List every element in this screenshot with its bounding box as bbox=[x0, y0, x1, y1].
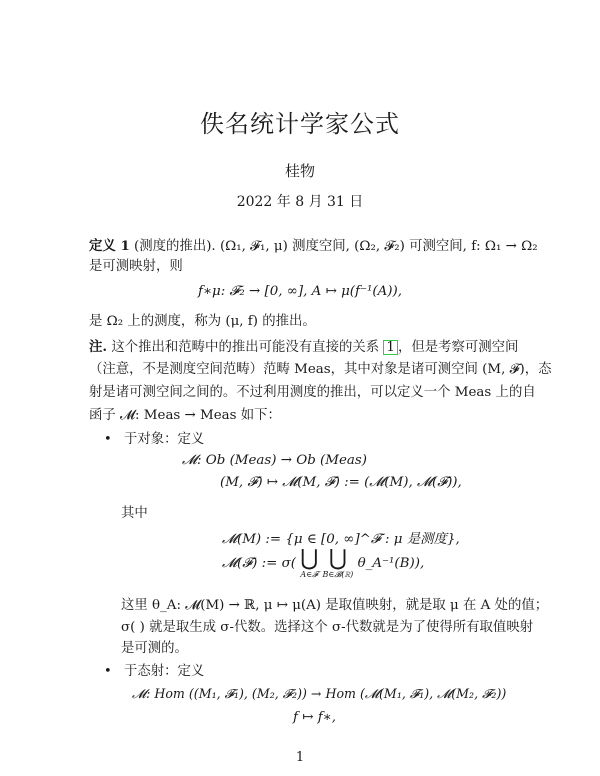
bullet1-paragraph-3: 是可测的。 bbox=[121, 641, 188, 656]
definition-line-1 bbox=[89, 236, 538, 257]
bullet-marker: • bbox=[104, 664, 112, 679]
remark-label: 注. bbox=[89, 339, 108, 355]
document-title: 佚名统计学家公式 bbox=[200, 110, 400, 138]
definition-line-3: 是 Ω₂ 上的测度，称为 (μ, f) 的推出。 bbox=[89, 314, 316, 329]
bullet1-paragraph-2: σ( ) 就是取生成 σ-代数。选择这个 σ-代数就是为了使得所有取值映射 bbox=[121, 620, 534, 635]
union-symbol-2: ⋃ bbox=[328, 546, 347, 571]
union-over-b bbox=[323, 548, 354, 579]
sigma-eq-right: θ_A⁻¹(B)), bbox=[357, 556, 425, 571]
bullet-morphisms bbox=[104, 662, 204, 682]
bullet-objects bbox=[104, 430, 204, 450]
citation-link[interactable]: 1 bbox=[383, 340, 398, 355]
remark-text-a: 这个推出和范畴中的推出可能没有直接的关系 bbox=[111, 340, 380, 355]
functor-objects-eq-1: 𝓜: Ob (Meas) → Ob (Meas) bbox=[182, 453, 367, 468]
document-author: 桂物 bbox=[284, 162, 315, 180]
definition-text: (测度的推出). (Ω₁, 𝓕₁, μ) 测度空间, (Ω₂, 𝓕₂) 可测空间, f: Ω₁ → Ω₂ bbox=[134, 239, 538, 254]
functor-objects-eq-2: (M, 𝓕) ↦ 𝓜(M, 𝓕) := (𝓜(M), 𝓜(𝓕)), bbox=[220, 475, 462, 490]
definition-label: 定义 1 bbox=[89, 238, 130, 254]
bullet-marker: • bbox=[104, 432, 112, 447]
functor-morphisms-eq-1: 𝓜: Hom ((M₁, 𝓕₁), (M₂, 𝓕₂)) → Hom (𝓜(M₁, 𝓕₁), 𝓜(M₂, 𝓕₂)) bbox=[132, 686, 507, 701]
definition-line-2: 是可测映射，则 bbox=[89, 259, 183, 274]
union-symbol-1: ⋃ bbox=[300, 546, 319, 571]
remark-text-b: ，但是考察可测空间 bbox=[397, 340, 519, 355]
page-number: 1 bbox=[295, 750, 305, 765]
remark-line-1 bbox=[89, 337, 518, 358]
functor-morphisms-eq-2: f ↦ f∗, bbox=[293, 710, 337, 725]
sigma-algebra-eq bbox=[222, 548, 424, 584]
union-subscript-1: A∈𝓕 bbox=[300, 570, 319, 579]
sigma-eq-left: 𝓜(𝓕) := σ( bbox=[222, 556, 296, 571]
remark-line-2: （注意，不是测度空间范畴）范畴 Meas，其中对象是诸可测空间 (M, 𝓕)，态 bbox=[89, 362, 552, 377]
remark-line-4: 函子 𝓜: Meas → Meas 如下： bbox=[89, 408, 281, 423]
document-date: 2022 年 8 月 31 日 bbox=[236, 194, 364, 210]
bullet-objects-label: 于对象：定义 bbox=[123, 432, 205, 447]
union-subscript-2: B∈𝓑(ℝ) bbox=[322, 570, 354, 579]
bullet-morphisms-label: 于态射：定义 bbox=[123, 664, 205, 679]
remark-line-3: 射是诸可测空间之间的。不过利用测度的推出，可以定义一个 Meas 上的自 bbox=[89, 385, 536, 400]
measure-space-eq: 𝓜(M) := {μ ∈ [0, ∞]^𝓕 : μ 是测度}, bbox=[222, 532, 460, 547]
where-text: 其中 bbox=[121, 506, 148, 521]
union-over-a bbox=[300, 548, 318, 579]
pushforward-formula: f∗μ: 𝓕₂ → [0, ∞], A ↦ μ(f⁻¹(A)), bbox=[198, 284, 402, 299]
bullet1-paragraph-1: 这里 θ_A: 𝓜(M) → ℝ, μ ↦ μ(A) 是取值映射，就是取 μ 在 A 处的值； bbox=[121, 598, 549, 613]
